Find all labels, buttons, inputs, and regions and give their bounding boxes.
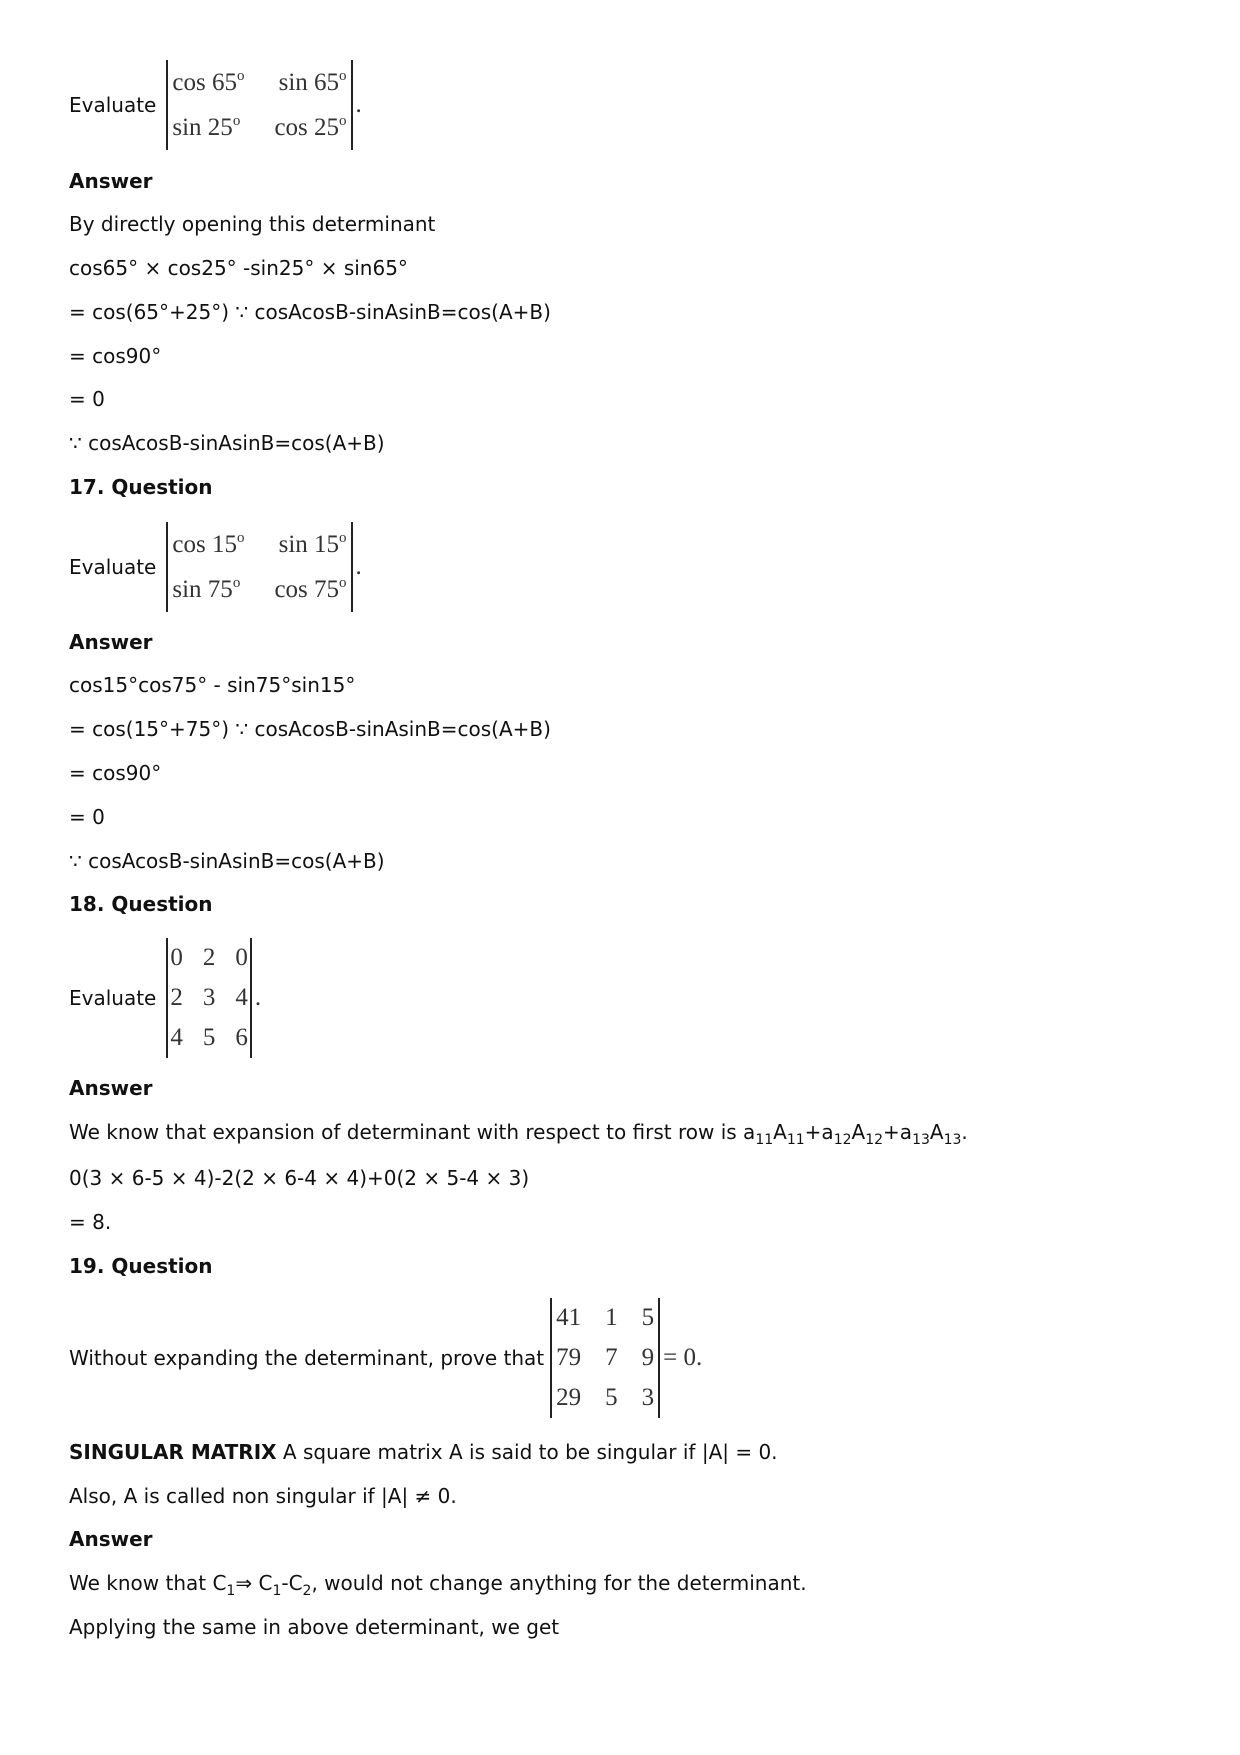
det-bar-right: [250, 938, 252, 1058]
det-bar-left: [550, 1298, 552, 1418]
q18-line-1: 0(3 × 6-5 × 4)-2(2 × 6-4 × 4)+0(2 × 5-4 × 3): [69, 1166, 530, 1190]
q18-matrix: 0 2 0 2 3 4 4 5 6: [170, 944, 248, 1051]
q17-trailing: .: [355, 553, 362, 580]
q18-line-2: = 8.: [69, 1210, 112, 1234]
q19-determinant: [550, 1298, 660, 1418]
det-bar-left: [166, 60, 168, 150]
q19-matrix: 41 1 5 79 7 9 29 5 3: [556, 1304, 655, 1411]
q16-trailing: .: [355, 91, 362, 118]
q19-answer-heading: Answer: [69, 1527, 153, 1551]
q18-determinant: [166, 938, 252, 1058]
det-bar-left: [166, 938, 168, 1058]
q19-operation-line: We know that $C_1\Rightarrow$ $C_1-C_2$, would not change anything for the determinant.: [69, 1571, 807, 1599]
q17-determinant: [166, 522, 352, 612]
definition-term: SINGULAR MATRIX: [69, 1440, 277, 1464]
q19-definition-line2: Also, A is called non singular if |A| ≠ 0.: [69, 1484, 457, 1508]
q19-title: 19. Question: [69, 1254, 213, 1278]
q17-title: 17. Question: [69, 475, 213, 499]
q17-matrix: cos 15$^o$ sin 15$^o$ sin 75$^o$ cos 75$^o$: [172, 530, 347, 603]
q16-determinant: [166, 60, 352, 150]
det-bar-left: [166, 522, 168, 612]
q16-line-2: cos65° × cos25° -sin25° × sin65°: [69, 256, 408, 280]
q19-last-line: Applying the same in above determinant, we get: [69, 1615, 560, 1639]
q17-prompt-row: [69, 522, 362, 612]
q18-prompt-row: [69, 938, 261, 1058]
q16-matrix: cos 65$^o$ sin 65$^o$ sin 25$^o$ cos 25$^o$: [172, 68, 347, 141]
q16-line-5: = 0: [69, 387, 105, 411]
q17-line-3: = cos90°: [69, 761, 162, 785]
q18-title: 18. Question: [69, 892, 213, 916]
q19-prompt: Without expanding the determinant, prove that: [69, 1346, 545, 1370]
det-bar-right: [351, 60, 353, 150]
definition-text: A square matrix A is said to be singular if |A| = 0.: [276, 1440, 778, 1464]
det-bar-right: [658, 1298, 660, 1418]
q18-trailing: .: [254, 984, 262, 1011]
q18-answer-heading: Answer: [69, 1076, 153, 1100]
q16-answer-heading: Answer: [69, 169, 153, 193]
q17-line-1: cos15°cos75° - sin75°sin15°: [69, 673, 356, 697]
q16-prompt-row: [69, 60, 362, 150]
q17-answer-heading: Answer: [69, 630, 153, 654]
q19-prompt-row: [69, 1298, 702, 1418]
q16-line-6: ∵ cosAcosB-sinAsinB=cos(A+B): [69, 431, 385, 455]
q17-line-2: = cos(15°+75°) ∵ cosAcosB-sinAsinB=cos(A+B): [69, 717, 551, 741]
det-bar-right: [351, 522, 353, 612]
q16-prompt: Evaluate: [69, 93, 157, 117]
q16-line-1: By directly opening this determinant: [69, 212, 436, 236]
q19-definition: [69, 1440, 778, 1464]
q16-line-4: = cos90°: [69, 344, 162, 368]
q19-trailing: = 0.: [663, 1344, 703, 1371]
q17-line-5: ∵ cosAcosB-sinAsinB=cos(A+B): [69, 849, 385, 873]
q17-line-4: = 0: [69, 805, 105, 829]
q16-line-3: = cos(65°+25°) ∵ cosAcosB-sinAsinB=cos(A+B): [69, 300, 551, 324]
q18-prompt: Evaluate: [69, 986, 157, 1010]
q18-expansion-line: We know that expansion of determinant with respect to first row is $a_{11}A_{11}+a_{12}A_{12}+a_{13}A_{13}$.: [69, 1120, 968, 1148]
q17-prompt: Evaluate: [69, 555, 157, 579]
